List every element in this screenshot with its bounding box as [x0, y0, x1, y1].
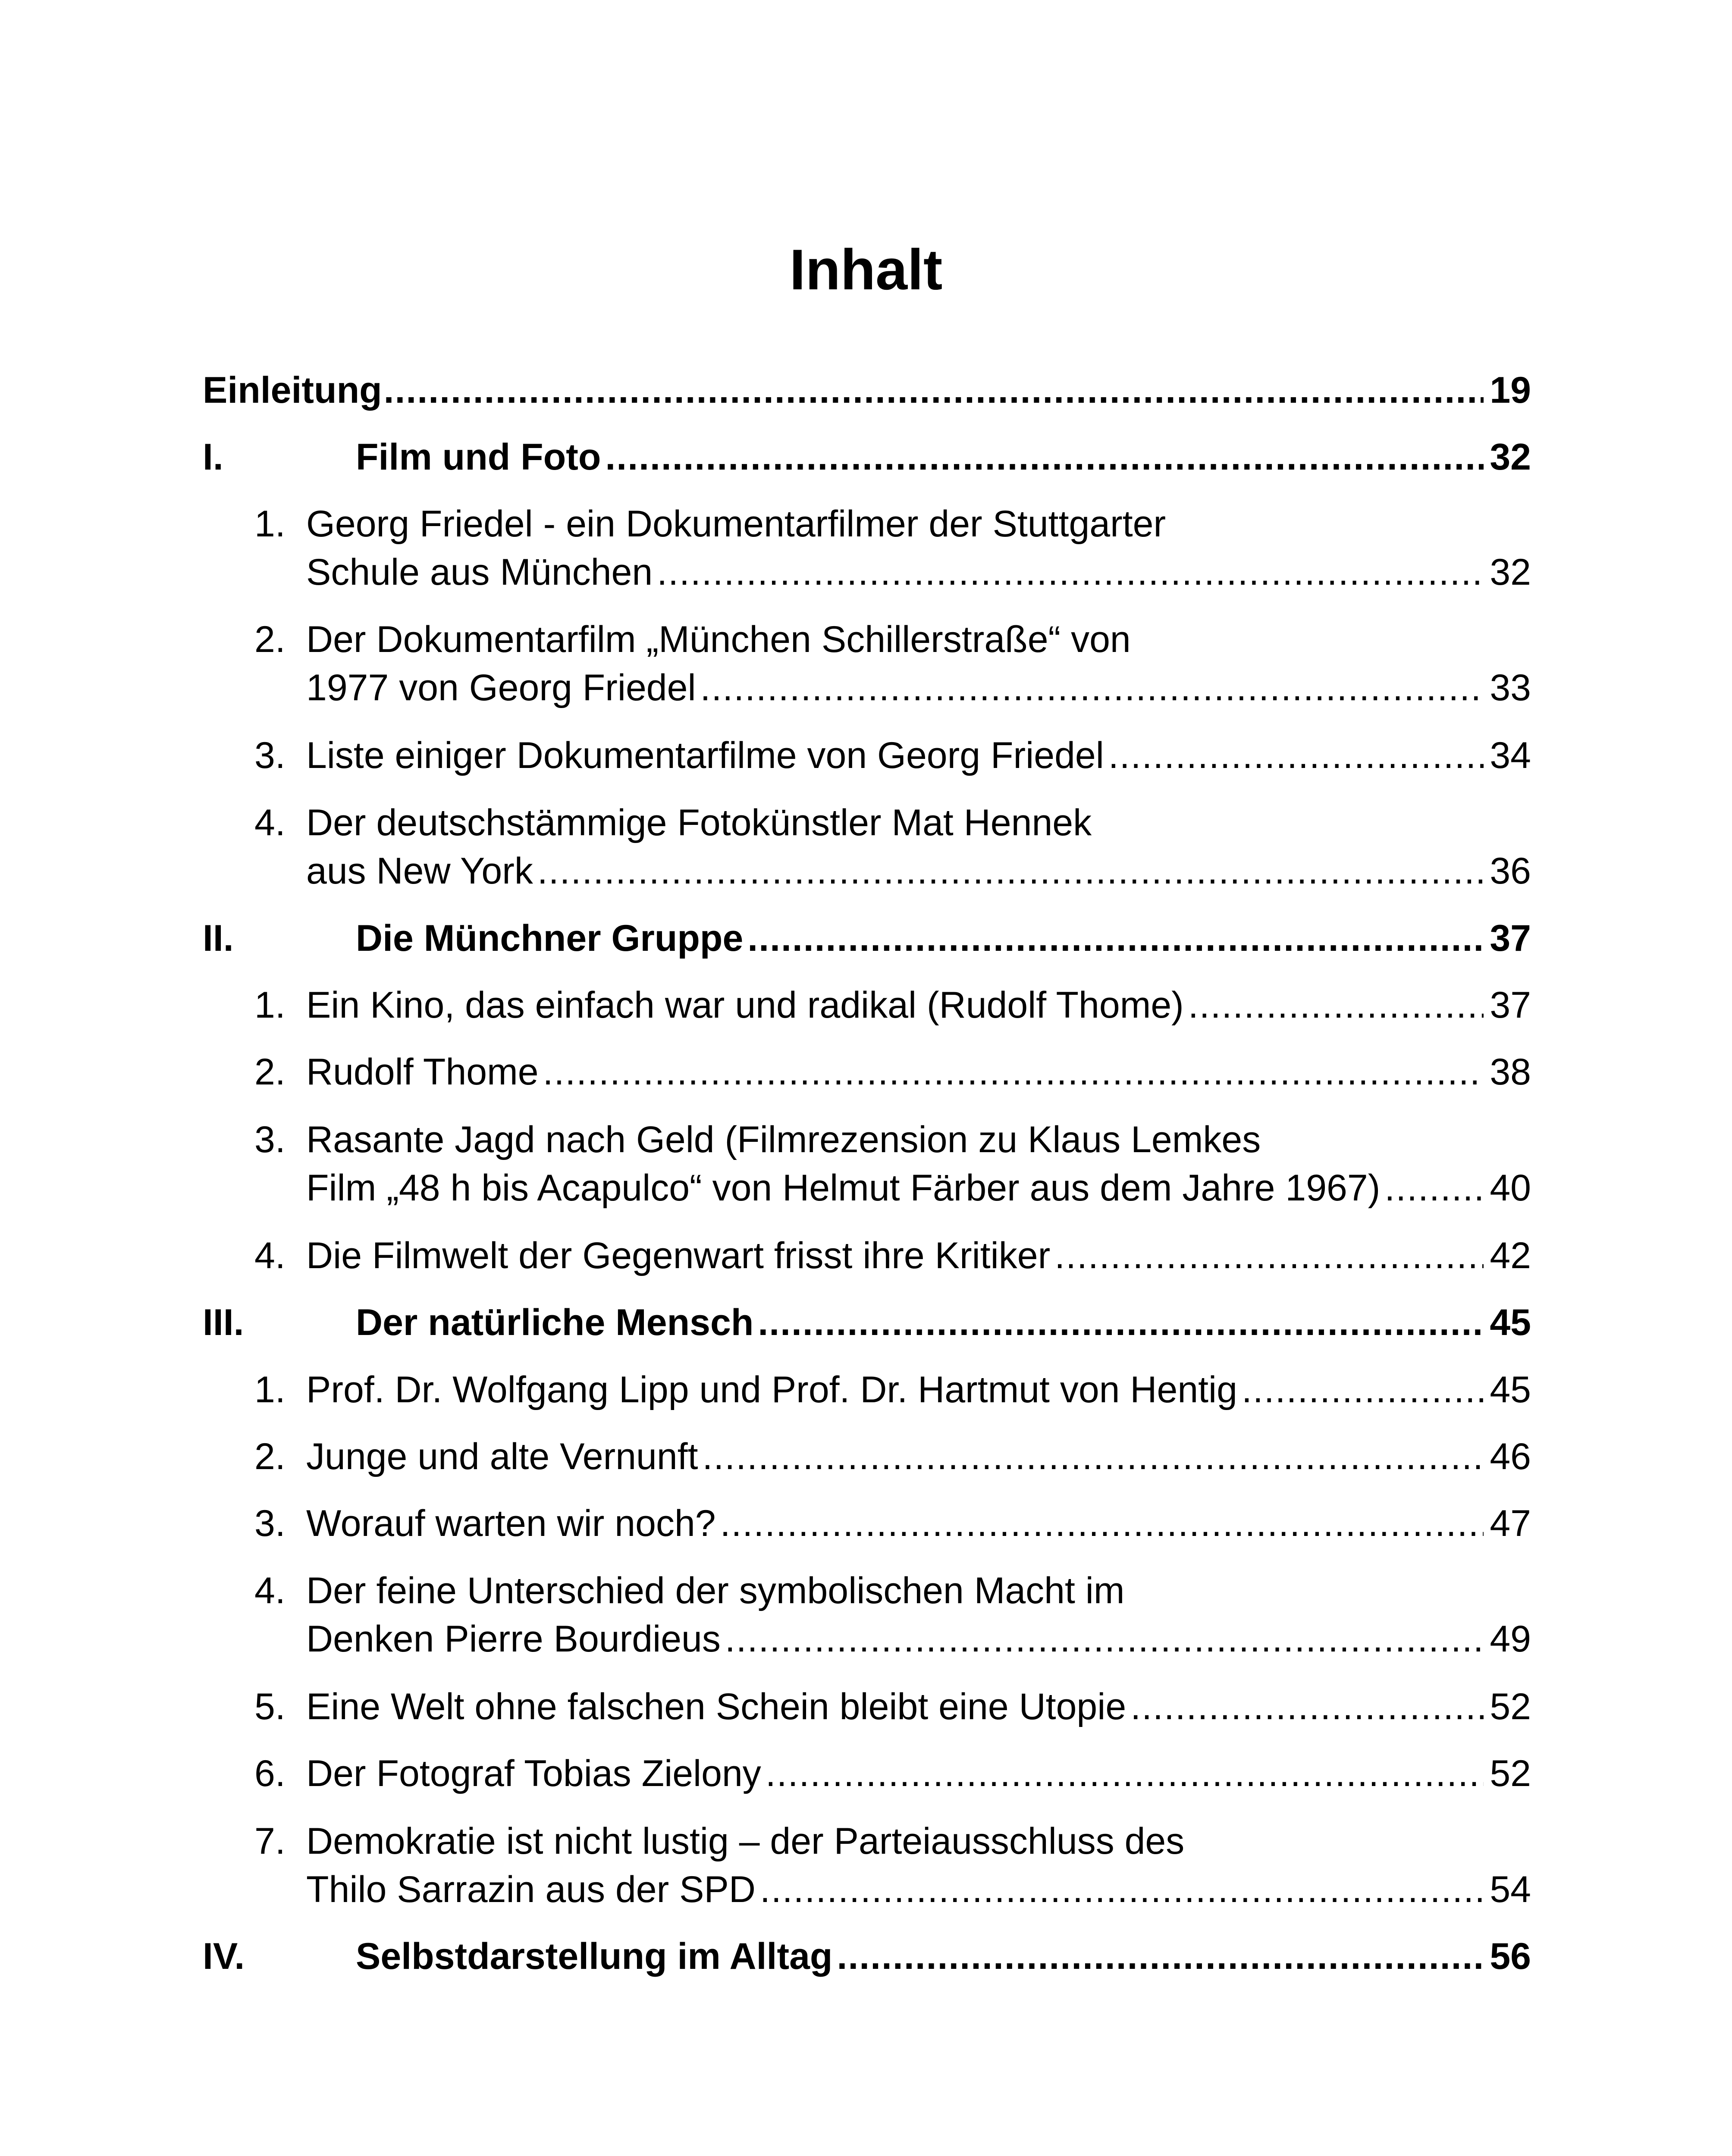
toc-entry-number: 2. [254, 1436, 286, 1477]
toc-page-number: 56 [1490, 1936, 1531, 1977]
toc-entry-1-2-line2 [203, 664, 1531, 711]
toc-page-number: 37 [1490, 918, 1531, 959]
toc-entry-number: 4. [254, 1235, 286, 1276]
dot-leader [760, 1866, 1484, 1913]
dot-leader [703, 1433, 1484, 1480]
toc-entry-number: 3. [254, 1119, 286, 1160]
toc-section-label: Der natürliche Mensch [356, 1302, 754, 1343]
toc-entry-number: 5. [254, 1686, 286, 1727]
dot-leader [700, 664, 1484, 711]
toc-entry-label-continued: Film „48 h bis Acapulco“ von Helmut Färber aus dem Jahre 1967) [306, 1167, 1381, 1209]
toc-page-number: 49 [1490, 1618, 1531, 1660]
dot-leader [543, 1048, 1484, 1096]
toc-page-number: 45 [1490, 1302, 1531, 1343]
dot-leader [605, 433, 1484, 481]
toc-page-number: 19 [1490, 370, 1531, 411]
toc-entry-2-4 [203, 1232, 1531, 1279]
toc-entry-number: 1. [254, 503, 286, 545]
toc-section-label: Die Münchner Gruppe [356, 918, 744, 959]
toc-section-numeral: IV. [203, 1936, 245, 1977]
dot-leader [1188, 981, 1484, 1029]
dot-leader [725, 1615, 1484, 1663]
toc-entry-label: Der feine Unterschied der symbolischen Macht im [306, 1570, 1125, 1611]
toc-page-number: 32 [1490, 552, 1531, 593]
toc-page-number: 52 [1490, 1686, 1531, 1727]
toc-entry-label: Georg Friedel - ein Dokumentarfilmer der Stuttgarter [306, 503, 1166, 545]
toc-entry-label: Ein Kino, das einfach war und radikal (Rudolf Thome) [306, 984, 1184, 1026]
toc-page-number: 47 [1490, 1503, 1531, 1544]
toc-entry-number: 7. [254, 1821, 286, 1862]
toc-entry-label: Rasante Jagd nach Geld (Filmrezension zu Klaus Lemkes [306, 1119, 1261, 1160]
toc-entry-label: Worauf warten wir noch? [306, 1503, 716, 1544]
toc-entry-label: Prof. Dr. Wolfgang Lipp und Prof. Dr. Hartmut von Hentig [306, 1369, 1237, 1410]
toc-entry-label: Die Filmwelt der Gegenwart frisst ihre Kritiker [306, 1235, 1051, 1276]
toc-entry-3-3 [203, 1500, 1531, 1547]
toc-entry-label: Der Dokumentarfilm „München Schillerstraße“ von [306, 619, 1131, 660]
toc-entry-label-continued: 1977 von Georg Friedel [306, 667, 696, 708]
toc-entry-number: 4. [254, 1570, 286, 1611]
toc-entry-2-2 [203, 1048, 1531, 1096]
toc-entry-3-1 [203, 1366, 1531, 1413]
toc-page-number: 40 [1490, 1167, 1531, 1209]
dot-leader [766, 1750, 1484, 1797]
toc-entry-2-3-line2 [203, 1164, 1531, 1212]
toc-entry-label: Junge und alte Vernunft [306, 1436, 698, 1477]
toc-page-number: 46 [1490, 1436, 1531, 1477]
toc-section-label: Film und Foto [356, 436, 601, 478]
toc-entry-1-1-line2 [203, 548, 1531, 596]
toc-entry-label: Der deutschstämmige Fotokünstler Mat Hennek [306, 802, 1092, 843]
toc-entry-number: 1. [254, 984, 286, 1026]
toc-section-label: Selbstdarstellung im Alltag [356, 1936, 833, 1977]
toc-entry-label: Demokratie ist nicht lustig – der Parteiausschluss des [306, 1821, 1185, 1862]
toc-section-2 [203, 915, 1531, 962]
dot-leader [837, 1933, 1484, 1980]
toc-entry-number: 3. [254, 1503, 286, 1544]
toc-section-numeral: III. [203, 1302, 244, 1343]
toc-page-number: 42 [1490, 1235, 1531, 1276]
toc-page-number: 32 [1490, 436, 1531, 478]
toc-entry-3-7-line1 [203, 1818, 1531, 1865]
toc-page-number: 33 [1490, 667, 1531, 708]
toc-entry-label: Eine Welt ohne falschen Schein bleibt eine Utopie [306, 1686, 1126, 1727]
toc-entry-label-continued: Denken Pierre Bourdieus [306, 1618, 721, 1660]
toc-page-number: 37 [1490, 984, 1531, 1026]
toc-page-number: 36 [1490, 850, 1531, 892]
dot-leader [657, 548, 1484, 596]
toc-page-number: 45 [1490, 1369, 1531, 1410]
toc-entry-3-2 [203, 1433, 1531, 1480]
toc-entry-number: 2. [254, 619, 286, 660]
toc-entry-2-3-line1 [203, 1116, 1531, 1163]
toc-section-numeral: II. [203, 918, 234, 959]
toc-entry-1-1-line1 [203, 500, 1531, 548]
toc-entry-1-2-line1 [203, 616, 1531, 663]
toc-entry-number: 2. [254, 1051, 286, 1093]
toc-section-4 [203, 1933, 1531, 1980]
toc-page-number: 54 [1490, 1869, 1531, 1910]
toc-entry-label: Rudolf Thome [306, 1051, 539, 1093]
toc-entry-label: Liste einiger Dokumentarfilme von Georg Friedel [306, 735, 1104, 776]
toc-entry-label-continued: Thilo Sarrazin aus der SPD [306, 1869, 756, 1910]
toc-section-numeral: I. [203, 436, 223, 478]
toc-page-number: 38 [1490, 1051, 1531, 1093]
toc-entry-3-7-line2 [203, 1866, 1531, 1913]
toc-entry-number: 4. [254, 802, 286, 843]
toc-entry-number: 3. [254, 735, 286, 776]
toc-entry-label-continued: aus New York [306, 850, 533, 892]
toc-entry-2-1 [203, 981, 1531, 1029]
toc-page-number: 52 [1490, 1753, 1531, 1794]
toc-section-1 [203, 433, 1531, 481]
dot-leader [1242, 1366, 1484, 1413]
toc-entry-label: Einleitung [203, 370, 382, 411]
toc-section-3 [203, 1299, 1531, 1346]
dot-leader [720, 1500, 1484, 1547]
page-title: Inhalt [789, 238, 943, 302]
dot-leader [1384, 1164, 1484, 1212]
dot-leader [747, 915, 1484, 962]
toc-entry-3-4-line1 [203, 1567, 1531, 1614]
dot-leader [1130, 1683, 1484, 1730]
toc-entry-3-5 [203, 1683, 1531, 1730]
toc-entry-1-4-line1 [203, 799, 1531, 846]
dot-leader [537, 847, 1484, 895]
toc-entry-1-3 [203, 732, 1531, 779]
toc-entry-number: 1. [254, 1369, 286, 1410]
toc-entry-einleitung [203, 367, 1531, 414]
toc-entry-number: 6. [254, 1753, 286, 1794]
dot-leader [384, 367, 1484, 414]
dot-leader [1108, 732, 1484, 779]
toc-page-number: 34 [1490, 735, 1531, 776]
toc-entry-1-4-line2 [203, 847, 1531, 895]
dot-leader [758, 1299, 1484, 1346]
toc-entry-3-6 [203, 1750, 1531, 1797]
toc-entry-label-continued: Schule aus München [306, 552, 653, 593]
dot-leader [1054, 1232, 1484, 1279]
toc-entry-label: Der Fotograf Tobias Zielony [306, 1753, 761, 1794]
toc-entry-3-4-line2 [203, 1615, 1531, 1663]
